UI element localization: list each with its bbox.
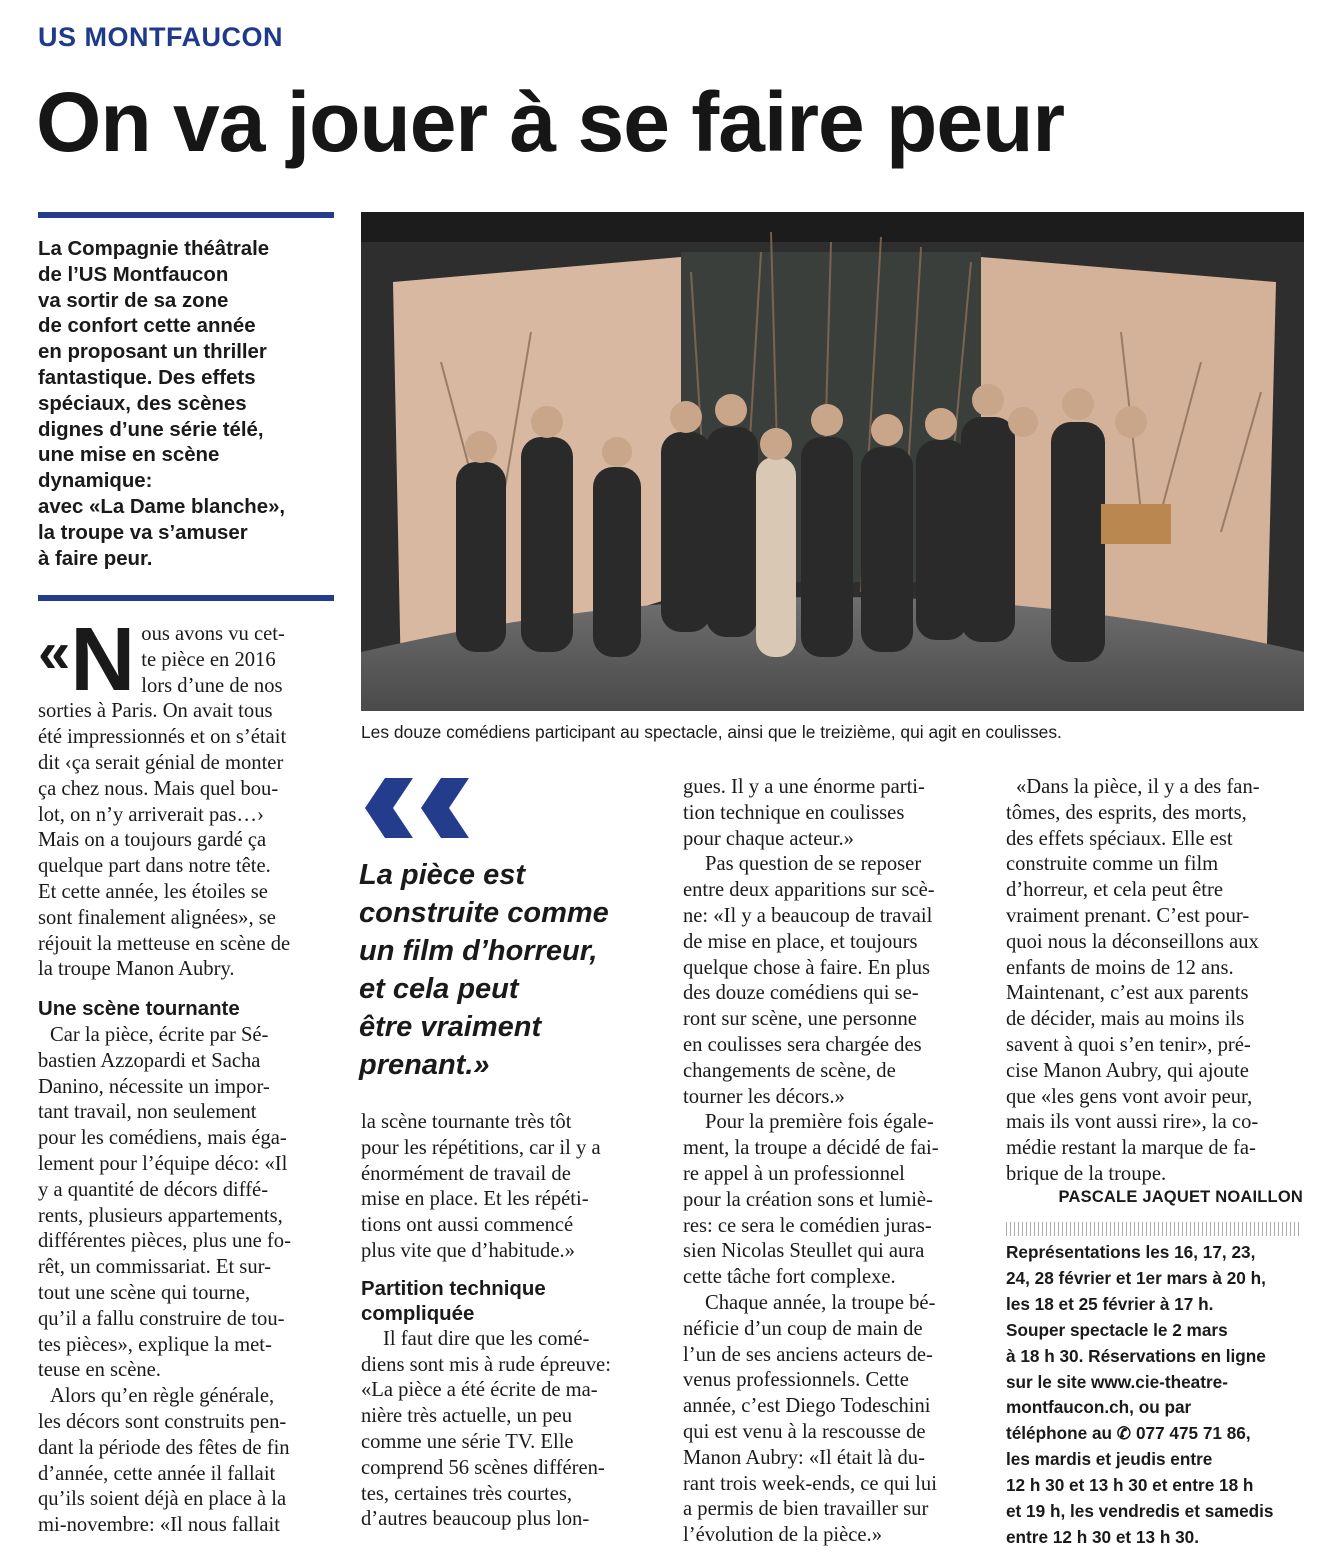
author-signature: PASCALE JAQUET NOAILLON	[1058, 1188, 1303, 1206]
article-column-4: «Dans la pièce, il y a des fan- tômes, des esprits, des morts, des effets spéciaux. Elle est construite comme un film d’horreur, et cela peut être vraiment prenant. C’est pour- quoi nous la déconseillons aux enfants de moins de 12 ans. Maintenant, c’est aux parents de décider, mais au moins ils savent à quoi s’en tenir», pré- cise Manon Aubry, qui ajoute que «les gens vont avoir peur, mais ils vont aussi rire», la co- médie restant la marque de fa- brique de la troupe.	[1006, 776, 1260, 1185]
article-column-3: gues. Il y a une énorme parti- tion technique en coulisses pour chaque acteur.» Pas question de se reposer entre deux apparitions sur scè- ne: «Il y a beaucoup de travail de mise en place, et toujours quelque chose à faire. En plus des douze comédiens qui se- ront sur scène, une personne en coulisses sera chargée des changements de scène, de tourner les décors.» Pour la première fois égale- ment, la troupe a décidé de fai- re appel à un professionnel pour la création sons et lumiè- res: ce sera le comédien juras- sien Nicolas Steullet qui aura cette tâche fort complexe. Chaque année, la troupe bé- néficie d’un coup de main de l’un de ses anciens acteurs de- venus professionnels. Cette année, c’est Diego Todeschini qui est venu à la rescousse de Manon Aubry: «Il était là du- rant trois week-ends, ce qui lui a permis de bien travailler sur l’évolution de la pièce.»	[683, 776, 939, 1547]
article-column-1: « N ous avons vu cet- te pièce en 2016 lors d’une de nos sorties à Paris. On avait tous été impressionnés et on s’était dit ‹ça serait génial de monter ça chez nous. Mais quel bou- lot, on n’y arriverait pas…› Mais on a toujours gardé ça quelque part dans notre tête. Et cette année, les étoiles se sont finalement alignées», se réjouit la metteuse en scène de la troupe Manon Aubry. Une scène tournante Car la pièce, écrite par Sé- bastien Azzopardi et Sacha Danino, nécessite un impor- tant travail, non seulement pour les comédiens, mais éga- lement pour l’équipe déco: «Il y a quantité de décors diffé- rents, plusieurs appartements, différentes pièces, plus une fo- rêt, un commissariat. Et sur- tout une scène qui tourne, qu’il a fallu construire de tou- tes pièces», explique la met- teuse en scène. Alors qu’en règle générale, les décors sont construits pen- dant la période des fêtes de fin d’année, cette année il fallait qu’ils soient déjà en place à la mi-novembre: «Il nous fallait	[38, 622, 334, 1539]
subhead-partition: Partition technique	[361, 1277, 546, 1300]
dropcap-quote: «	[38, 620, 71, 685]
dropcap-paragraph: « N ous avons vu cet- te pièce en 2016 lors d’une de nos	[38, 610, 285, 710]
stage-illustration	[361, 212, 1304, 711]
chapo-top-rule	[38, 212, 334, 218]
subhead-scene-tournante: Une scène tournante	[38, 998, 240, 1021]
dropcap-letter: N	[70, 610, 136, 710]
chapo-bottom-rule	[38, 595, 334, 601]
info-box-divider	[1006, 1222, 1302, 1236]
pull-quote: La pièce est construite comme un film d’horreur, et cela peut être vraiment prenant.»	[359, 859, 609, 1081]
chapo: La Compagnie théâtrale de l’US Montfaucon va sortir de sa zone de confort cette année en proposant un thriller fantastique. Des effets spéciaux, des scènes dignes d’une série télé, une mise en scène dynamique: avec «La Dame blanche», la troupe va s’amuser à faire peur.	[38, 238, 286, 570]
article-column-2: la scène tournante très tôt pour les répétitions, car il y a énormément de travail de mise en place. Et les répéti- tions ont aussi commencé plus vite que d’habitude.» Partition technique compliquée Il faut dire que les comé- diens sont mis à rude épreuve: «La pièce a été écrite de ma- nière très actuelle, un peu comme une série TV. Elle comprend 56 scènes différen- tes, certaines très courtes, d’autres beaucoup plus lon-	[361, 1110, 657, 1533]
practical-info: Représentations les 16, 17, 23, 24, 28 février et 1er mars à 20 h, les 18 et 25 février à 17 h. Souper spectacle le 2 mars à 18 h 30. Réservations en ligne sur le site www.cie-theatre- montfaucon.ch, ou par téléphone au ✆ 077 475 71 86, les mardis et jeudis entre 12 h 30 et 13 h 30 et entre 18 h et 19 h, les vendredis et samedis entre 12 h 30 et 13 h 30.	[1006, 1242, 1274, 1547]
photo-caption: Les douze comédiens participant au spectacle, ainsi que le treizième, qui agit en coulisses.	[361, 722, 1062, 742]
cast-photo	[361, 212, 1304, 711]
headline: On va jouer à se faire peur	[36, 75, 1065, 169]
quote-mark-icon	[365, 774, 475, 844]
subhead-partition-2: compliquée	[361, 1302, 475, 1325]
section-kicker: US MONTFAUCON	[38, 22, 283, 52]
